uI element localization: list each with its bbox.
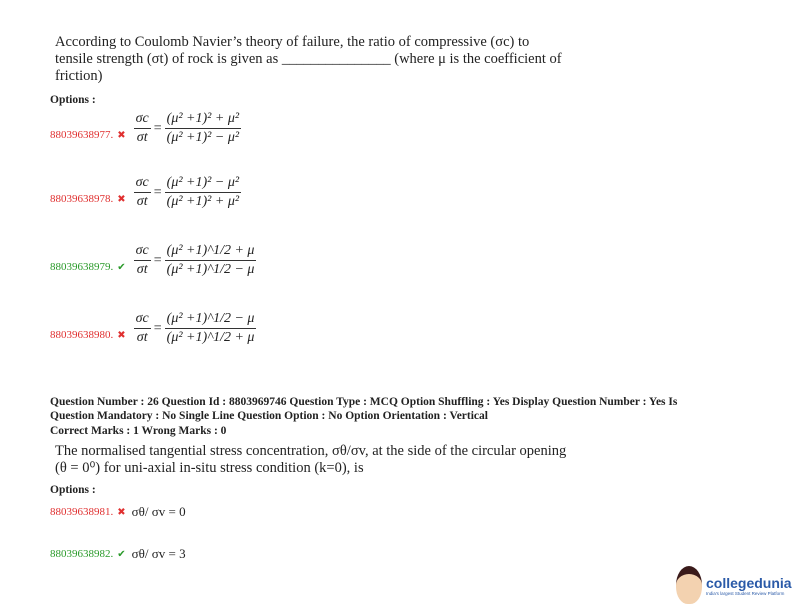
rhs-denominator: (μ² +1)² + μ² (166, 194, 240, 209)
option-formula: $\frac{\sigma c}{\sigma t}$ = $\frac{\text{(μ² +1)\textasciicircum{}1/2 − μ}}{\text{(μ² +1)\textasciicircum{}1/2 + μ}}$ (135, 311, 255, 345)
lhs-denominator: σt (136, 330, 148, 345)
logo-name: collegedunia (706, 574, 792, 591)
rhs-numerator: (μ² +1)^1/2 − μ (165, 310, 257, 329)
text-line: tensile strength (σt) of rock is given as _______________ (where μ is the coefficient of (55, 51, 562, 67)
rhs-numerator: (μ² +1)² − μ² (165, 174, 241, 193)
rhs-numerator: (μ² +1)² + μ² (165, 110, 241, 129)
wrong-icon: ✖ (117, 194, 126, 205)
lhs-numerator: σc (134, 174, 151, 193)
option-88039638977[interactable] (50, 110, 241, 145)
lhs-numerator: σc (134, 310, 151, 329)
question-26-meta (50, 395, 750, 423)
rhs-denominator: (μ² +1)^1/2 − μ (166, 262, 255, 277)
option-88039638978[interactable] (50, 174, 241, 209)
marks-info: Correct Marks : 1 Wrong Marks : 0 (50, 425, 227, 437)
option-formula: $\frac{\sigma c}{\sigma t}$ = $\frac{\text{(μ² +1)\textasciicircum{}1/2 + μ}}{\text{(μ² +1)\textasciicircum{}1/2 − μ}}$ (135, 243, 255, 277)
text-line: According to Coulomb Navier’s theory of failure, the ratio of compressive (σc) to (55, 34, 530, 50)
meta-line: Question Mandatory : No Single Line Question Option : No Option Orientation : Vertical (50, 410, 488, 422)
mascot-icon (676, 566, 702, 604)
question-25-text (55, 34, 562, 85)
option-formula: σθ/ σv = 0 (131, 504, 186, 519)
lhs-numerator: σc (134, 110, 151, 129)
rhs-denominator: (μ² +1)^1/2 + μ (166, 330, 255, 345)
wrong-icon: ✖ (117, 130, 126, 141)
logo-tagline: India's largest Student Review Platform (706, 590, 785, 596)
rhs-numerator: (μ² +1)^1/2 + μ (165, 242, 257, 261)
lhs-numerator: σc (134, 242, 151, 261)
option-id: 88039638981. (50, 506, 114, 518)
lhs-denominator: σt (136, 194, 148, 209)
option-id: 88039638978. (50, 193, 114, 205)
collegedunia-logo (676, 566, 792, 604)
meta-line: Question Number : 26 Question Id : 8803969746 Question Type : MCQ Option Shuffling : Yes Display Question Number : Yes Is (50, 396, 678, 408)
check-icon: ✔ (117, 262, 126, 273)
option-id: 88039638979. (50, 261, 114, 273)
rhs-denominator: (μ² +1)² − μ² (166, 130, 240, 145)
wrong-icon: ✖ (117, 330, 126, 341)
option-id: 88039638977. (50, 129, 114, 141)
option-formula: σθ/ σv = 3 (131, 546, 186, 561)
text-line: friction) (55, 68, 103, 84)
lhs-denominator: σt (136, 130, 148, 145)
option-88039638981[interactable] (50, 504, 186, 520)
option-88039638979[interactable] (50, 242, 256, 277)
option-id: 88039638980. (50, 329, 114, 341)
option-formula: $\frac{\sigma c}{\sigma t}$ = $\frac{\text{(μ² +1)² + μ²}}{\text{(μ² +1)² − μ²}}$ (135, 111, 240, 145)
text-line: (θ = 0⁰) for uni-axial in-situ stress condition (k=0), is (55, 460, 364, 476)
wrong-icon: ✖ (117, 506, 126, 518)
option-id: 88039638982. (50, 548, 114, 560)
options-label: Options : (50, 484, 96, 496)
option-88039638980[interactable] (50, 310, 256, 345)
option-88039638982[interactable] (50, 546, 186, 562)
lhs-denominator: σt (136, 262, 148, 277)
options-label: Options : (50, 94, 96, 106)
question-26-text (55, 443, 566, 477)
option-formula: $\frac{\sigma c}{\sigma t}$ = $\frac{\text{(μ² +1)² − μ²}}{\text{(μ² +1)² + μ²}}$ (135, 175, 240, 209)
text-line: The normalised tangential stress concentration, σθ/σv, at the side of the circular opening (55, 443, 567, 459)
check-icon: ✔ (117, 548, 126, 560)
